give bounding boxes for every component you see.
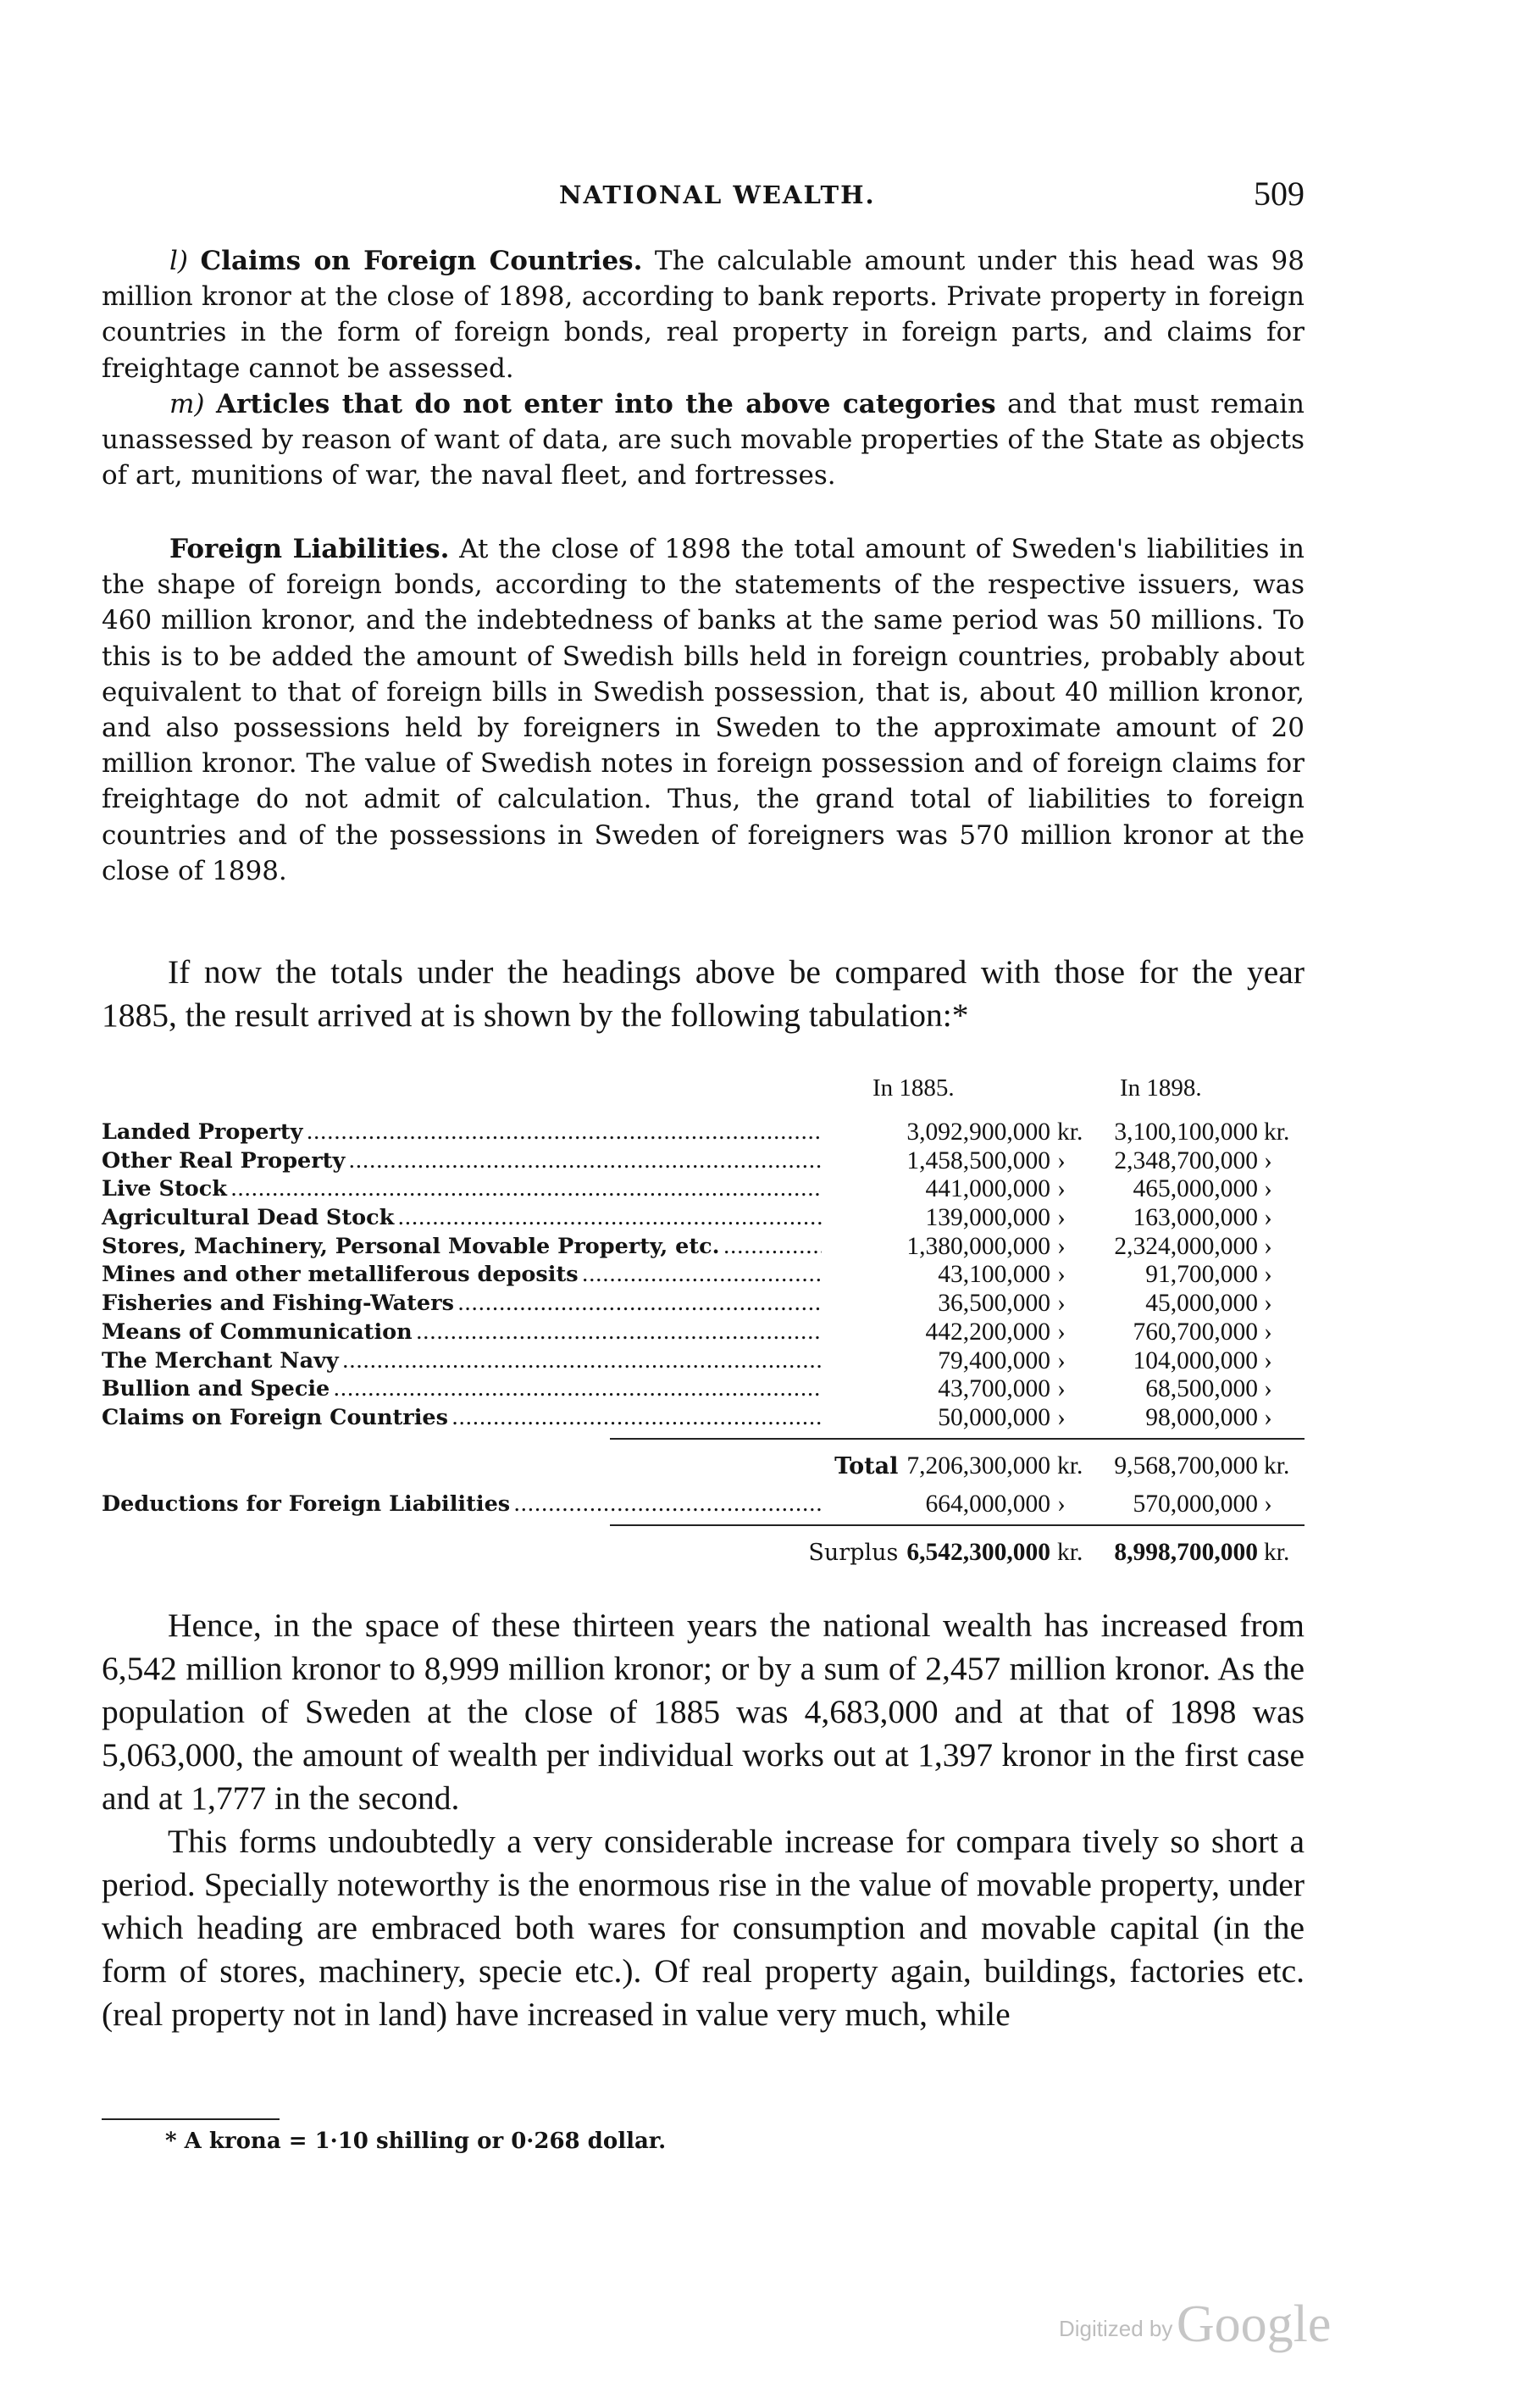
foreign-liabilities-block	[102, 531, 1305, 889]
col-header-1898: In 1898.	[1120, 1074, 1202, 1102]
unit-1885: ›	[1057, 1318, 1066, 1346]
unit-1885: ›	[1057, 1175, 1066, 1203]
table-row	[102, 1290, 1305, 1318]
total-1898: 9,568,700,000	[1114, 1452, 1258, 1479]
row-label: The Merchant Navy	[102, 1347, 339, 1374]
value-1885: 50,000,000	[938, 1403, 1050, 1431]
value-1898: 91,700,000	[1145, 1261, 1258, 1289]
value-1885: 43,700,000	[938, 1375, 1050, 1403]
deductions-unit-1885: ›	[1057, 1490, 1066, 1518]
value-1898: 45,000,000	[1145, 1290, 1258, 1318]
unit-1898: ›	[1264, 1146, 1272, 1174]
row-label: Agricultural Dead Stock	[102, 1205, 395, 1231]
articles-text: and that must remain unassessed by reason of want of data, are such movable properties of the State as objects of art, munitions of war, the naval fleet, and fortresses.	[102, 388, 1305, 491]
table-header	[102, 1074, 1305, 1119]
value-1885: 36,500,000	[938, 1290, 1050, 1318]
row-label: Bullion and Specie	[102, 1376, 330, 1402]
unit-1898: ›	[1264, 1204, 1272, 1232]
table-row	[102, 1404, 1305, 1433]
deductions-label: Deductions for Foreign Liabilities	[102, 1490, 511, 1517]
deductions-1885: 664,000,000	[925, 1490, 1050, 1518]
row-label: Other Real Property	[102, 1147, 346, 1174]
unit-1898: kr.	[1264, 1119, 1290, 1146]
unit-1885: ›	[1057, 1232, 1066, 1260]
row-label: Mines and other metalliferous deposits	[102, 1262, 579, 1288]
foreign-liabilities-text: At the close of 1898 the total amount of Sweden's liabilities in the shape of foreign bonds, according to the statements of the respective issuers, was 460 million kronor, and the indebtedness of banks at the same period was 50 millions. To this is to be added the amount of Swedish bills held in foreign countries, probably about equivalent to that of foreign bills in Swedish possession, that is, about 40 million kronor, and also possessions held by foreigners in Sweden to the approximate amount of 20 million kronor. The value of Swedish notes in foreign possession and of foreign claims for freightage do not admit of calculation. Thus, the grand total of liabilities to foreign countries and of the possessions in Sweden of foreigners was 570 million kronor at the close of 1898.	[102, 534, 1305, 886]
articles-heading: Articles that do not enter into the above categories	[216, 388, 996, 419]
surplus-row	[102, 1531, 1305, 1574]
claims-paragraph	[102, 243, 1305, 386]
unit-1885: ›	[1057, 1204, 1066, 1232]
unit-1898: ›	[1264, 1375, 1272, 1403]
running-head	[102, 174, 1305, 216]
surplus-unit-1885: kr.	[1057, 1538, 1083, 1566]
value-1885: 3,092,900,000	[906, 1119, 1050, 1146]
footnote-rule	[102, 2118, 280, 2120]
value-1898: 98,000,000	[1145, 1403, 1258, 1431]
row-label: Fisheries and Fishing-Waters	[102, 1291, 454, 1317]
value-1898: 3,100,100,000	[1114, 1119, 1258, 1146]
unit-1885: ›	[1057, 1375, 1066, 1403]
intro-paragraph: If now the totals under the headings above be compared with those for the year 1885, the result arrived at is shown by the following tabulation:*	[102, 953, 1305, 1034]
value-1885: 79,400,000	[938, 1346, 1050, 1374]
col-header-1885: In 1885.	[872, 1074, 955, 1102]
total-unit-1898: kr.	[1264, 1452, 1290, 1479]
table-row	[102, 1175, 1305, 1204]
wealth-table	[102, 1074, 1305, 1574]
value-1898: 163,000,000	[1133, 1204, 1258, 1232]
unit-1898: ›	[1264, 1290, 1272, 1318]
conclusion-block	[102, 1604, 1305, 2036]
unit-1898: ›	[1264, 1175, 1272, 1203]
value-1898: 465,000,000	[1133, 1175, 1258, 1203]
total-row	[102, 1445, 1305, 1487]
unit-1885: kr.	[1057, 1119, 1083, 1146]
surplus-rule	[610, 1524, 1305, 1526]
table-row	[102, 1318, 1305, 1347]
articles-paragraph	[102, 386, 1305, 494]
unit-1885: ›	[1057, 1290, 1066, 1318]
running-title: NATIONAL WEALTH.	[559, 180, 876, 209]
google-logo: Google	[1176, 2295, 1332, 2353]
table-row	[102, 1147, 1305, 1176]
intro-block	[102, 951, 1305, 1037]
total-unit-1885: kr.	[1057, 1452, 1083, 1479]
table-row	[102, 1233, 1305, 1262]
hence-paragraph: Hence, in the space of these thirteen years the national wealth has increased from 6,542 million kronor to 8,999 million kronor; or by a sum of 2,457 million kronor. As the population of Sweden at the close of 1885 was 4,683,000 and at that of 1898 was 5,063,000, the amount of wealth per individual works out at 1,397 kronor in the first case and at 1,777 in the second.	[102, 1607, 1305, 1817]
surplus-1885: 6,542,300,000	[906, 1538, 1050, 1566]
footnote: * A krona = 1·10 shilling or 0·268 dollar.	[165, 2129, 667, 2154]
unit-1885: ›	[1057, 1403, 1066, 1431]
foreign-liabilities-paragraph	[102, 531, 1305, 889]
deductions-row	[102, 1487, 1305, 1521]
unit-1898: ›	[1264, 1232, 1272, 1260]
claims-text: The calculable amount under this head was 98 million kronor at the close of 1898, according to bank reports. Private property in foreign countries in the form of foreign bonds, real property in foreign parts, and claims for freightage cannot be assessed.	[102, 246, 1305, 384]
row-label: Stores, Machinery, Personal Movable Property, etc.	[102, 1233, 720, 1259]
unit-1885: ›	[1057, 1261, 1066, 1289]
this-forms-paragraph: This forms undoubtedly a very considerable increase for compara tively so short a period. Specially noteworthy is the enormous rise in the value of movable property, under which heading are embraced both wares for consumption and movable capital (in the form of stores, machinery, specie etc.). Of real property again, buildings, factories etc. (real property not in land) have increased in value very much, while	[102, 1823, 1305, 2033]
foreign-liabilities-heading: Foreign Liabilities.	[169, 534, 450, 564]
deductions-unit-1898: ›	[1264, 1490, 1272, 1518]
value-1898: 104,000,000	[1133, 1346, 1258, 1374]
claims-and-articles-block	[102, 243, 1305, 493]
surplus-1898: 8,998,700,000	[1114, 1538, 1258, 1566]
table-row	[102, 1204, 1305, 1233]
total-1885: 7,206,300,000	[906, 1452, 1050, 1479]
watermark-prefix: Digitized by	[1059, 2316, 1173, 2341]
value-1885: 1,380,000,000	[906, 1232, 1050, 1260]
claims-heading: Claims on Foreign Countries.	[200, 246, 643, 276]
total-rule	[610, 1438, 1305, 1440]
unit-1898: ›	[1264, 1261, 1272, 1289]
page-number: 509	[1254, 175, 1305, 213]
surplus-unit-1898: kr.	[1264, 1538, 1290, 1566]
claims-marker: l)	[169, 246, 189, 276]
table-row	[102, 1261, 1305, 1290]
value-1885: 43,100,000	[938, 1261, 1050, 1289]
unit-1898: ›	[1264, 1318, 1272, 1346]
surplus-label: Surplus	[808, 1539, 899, 1566]
table-row	[102, 1119, 1305, 1147]
value-1885: 442,200,000	[925, 1318, 1050, 1346]
total-label: Total	[834, 1452, 899, 1479]
value-1898: 2,348,700,000	[1114, 1146, 1258, 1174]
value-1898: 760,700,000	[1133, 1318, 1258, 1346]
unit-1898: ›	[1264, 1346, 1272, 1374]
value-1898: 2,324,000,000	[1114, 1232, 1258, 1260]
value-1885: 139,000,000	[925, 1204, 1050, 1232]
row-label: Live Stock	[102, 1176, 227, 1202]
row-label: Means of Communication	[102, 1318, 413, 1345]
unit-1885: ›	[1057, 1146, 1066, 1174]
value-1885: 441,000,000	[925, 1175, 1050, 1203]
row-label: Claims on Foreign Countries	[102, 1404, 449, 1430]
unit-1885: ›	[1057, 1346, 1066, 1374]
articles-marker: m)	[169, 388, 205, 419]
deductions-1898: 570,000,000	[1133, 1490, 1258, 1518]
value-1898: 68,500,000	[1145, 1375, 1258, 1403]
row-label: Landed Property	[102, 1119, 303, 1145]
table-row	[102, 1375, 1305, 1404]
value-1885: 1,458,500,000	[906, 1146, 1050, 1174]
unit-1898: ›	[1264, 1403, 1272, 1431]
digitized-watermark	[1059, 2295, 1331, 2355]
table-row	[102, 1347, 1305, 1376]
